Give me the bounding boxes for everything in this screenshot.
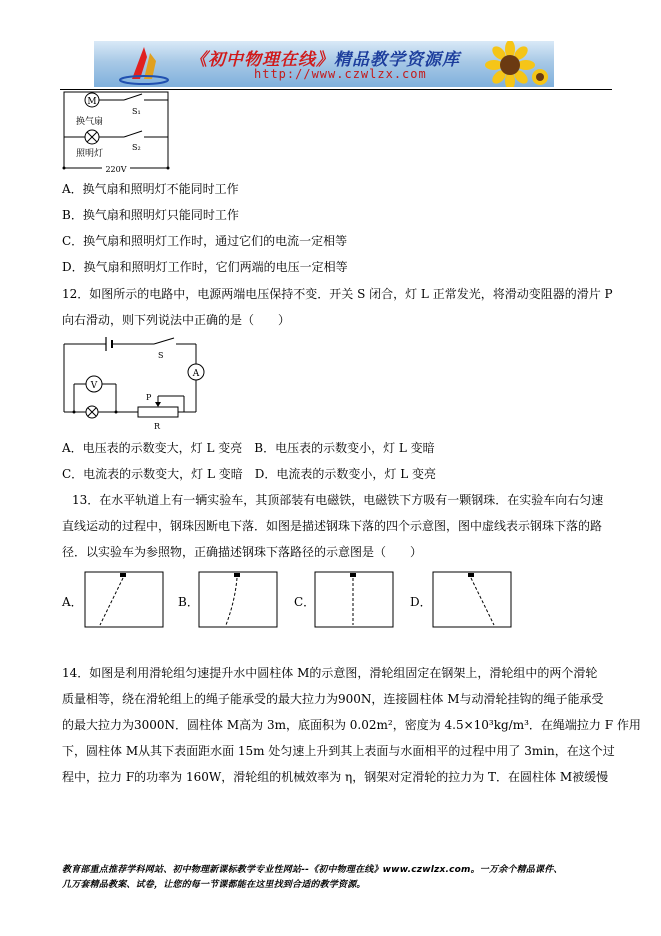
q14-line5: 程中，拉力 F的功率为 160W，滑轮组的机械效率为 η，钢架对定滑轮的拉力为 T．在圆柱体 M被缓慢 xyxy=(62,770,609,784)
q11-circuit-diagram xyxy=(62,90,172,178)
q13-option-d-label: D． xyxy=(410,595,432,609)
q13-stem-line3: 径．以实验车为参照物，正确描述钢珠下落路径的示意图是（ ） xyxy=(62,545,423,559)
q13-option-a-label: A． xyxy=(62,595,83,609)
resistor-label: R xyxy=(154,422,161,431)
voltage-label: 220V xyxy=(105,165,127,174)
q12-stem-line2: 向右滑动，则下列说法中正确的是（ ） xyxy=(62,313,291,327)
q13-option-b-diagram xyxy=(198,571,278,628)
q13-option-c-diagram xyxy=(314,571,394,628)
lamp-label: 照明灯 xyxy=(76,149,104,159)
ammeter-label: A xyxy=(192,369,200,379)
q12-options-line1: A．电压表的示数变大，灯 L 变亮 B．电压表的示数变小，灯 L 变暗 xyxy=(62,441,435,455)
q13-stem-line1: 13．在水平轨道上有一辆实验车，其顶部装有电磁铁，电磁铁下方吸有一颗钢珠．在实验车向右匀速 xyxy=(72,493,604,507)
fan-label: 换气扇 xyxy=(76,117,104,127)
q12-stem-line1: 12．如图所示的电路中，电源两端电压保持不变．开关 S 闭合，灯 L 正常发光，将滑动变阻器的滑片 P xyxy=(62,287,613,301)
footer-line2: 几万套精品教案、试卷，让您的每一节课都能在这里找到合适的教学资源。 xyxy=(62,880,366,890)
q12-options-line2: C．电流表的示数变大，灯 L 变暗 D．电流表的示数变小，灯 L 变亮 xyxy=(62,467,437,481)
q13-option-c-label: C． xyxy=(294,595,316,609)
q14-line3: 的最大拉力为3000N．圆柱体 M高为 3m，底面积为 0.02m²，密度为 4.5×10³kg/m³．在绳端拉力 F 作用 xyxy=(62,718,641,732)
q14-line4: 下，圆柱体 M从其下表面距水面 15m 处匀速上升到其上表面与水面相平的过程中用了 3min，在这个过 xyxy=(62,744,615,758)
banner-title: 《初中物理在线》精品教学资源库 xyxy=(190,50,460,70)
q14-line2: 质量相等，绕在滑轮组上的绳子能承受的最大拉力为900N，连接圆柱体 M与动滑轮挂钩的绳子能承受 xyxy=(62,692,604,706)
q13-option-a-diagram xyxy=(84,571,164,628)
q12-circuit-diagram xyxy=(60,334,210,432)
footer-line1: 教育部重点推荐学科网站、初中物理新课标教学专业性网站--《初中物理在线》www.czwlzx.com。一万余个精品课件、 xyxy=(62,865,563,875)
banner-url: http://www.czwlzx.com xyxy=(254,67,427,81)
slider-label: P xyxy=(146,393,152,402)
header-banner xyxy=(94,41,554,87)
q13-option-b-label: B． xyxy=(178,595,199,609)
switch-s2-label: S₂ xyxy=(132,143,141,152)
sunflower-icon xyxy=(470,41,550,87)
q11-option-a: A．换气扇和照明灯不能同时工作 xyxy=(62,182,239,196)
q11-option-c: C．换气扇和照明灯工作时，通过它们的电流一定相等 xyxy=(62,234,348,248)
q13-stem-line2: 直线运动的过程中，钢珠因断电下落．如图是描述钢珠下落的四个示意图，图中虚线表示钢珠下落的路 xyxy=(62,519,603,533)
q14-line1: 14．如图是利用滑轮组匀速提升水中圆柱体 M的示意图，滑轮组固定在钢架上，滑轮组中的两个滑轮 xyxy=(62,666,598,680)
q12-switch-label: S xyxy=(158,351,164,360)
q11-option-b: B．换气扇和照明灯只能同时工作 xyxy=(62,208,239,222)
site-logo-icon xyxy=(114,43,174,85)
page-footer xyxy=(62,863,622,893)
motor-symbol: M xyxy=(87,97,97,107)
voltmeter-label: V xyxy=(90,381,98,391)
q13-option-d-diagram xyxy=(432,571,512,628)
switch-s1-label: S₁ xyxy=(132,107,141,116)
q11-option-d: D．换气扇和照明灯工作时，它们两端的电压一定相等 xyxy=(62,260,348,274)
